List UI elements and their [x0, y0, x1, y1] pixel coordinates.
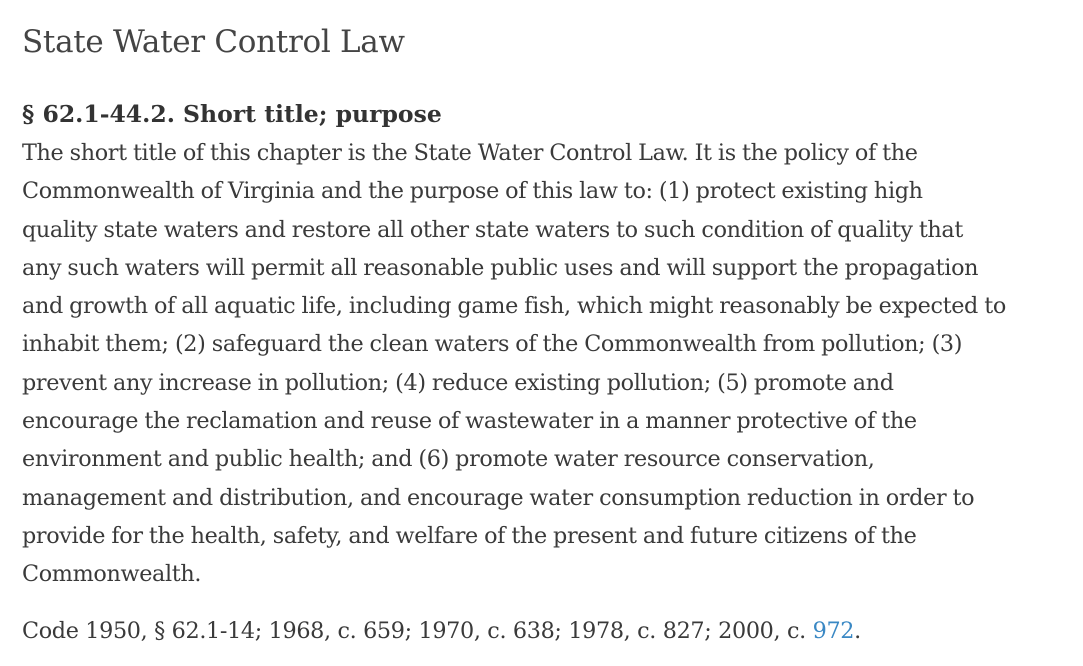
chapter-link-972[interactable]: 972: [812, 618, 855, 644]
section-heading: § 62.1-44.2. Short title; purpose: [22, 100, 442, 128]
body-line: management and distribution, and encourage water consumption reduction in order to: [22, 484, 975, 511]
body-line: prevent any increase in pollution; (4) reduce existing pollution; (5) promote and: [22, 369, 894, 396]
history-text: Code 1950, § 62.1-14; 1968, c. 659; 1970, c. 638; 1978, c. 827; 2000, c.: [22, 618, 813, 644]
body-line: Commonwealth.: [22, 561, 202, 588]
body-line: any such waters will permit all reasonable public uses and will support the propagation: [22, 254, 979, 281]
history-citation: [22, 612, 861, 650]
body-line: quality state waters and restore all other state waters to such condition of quality that: [22, 216, 963, 243]
body-line: provide for the health, safety, and welfare of the present and future citizens of the: [22, 522, 917, 549]
section-body: [22, 134, 1072, 594]
history-end: .: [854, 618, 861, 644]
body-line: inhabit them; (2) safeguard the clean waters of the Commonwealth from pollution; (3): [22, 331, 963, 358]
body-line: environment and public health; and (6) promote water resource conservation,: [22, 446, 875, 473]
body-line: The short title of this chapter is the State Water Control Law. It is the policy of the: [22, 140, 918, 166]
body-line: Commonwealth of Virginia and the purpose of this law to: (1) protect existing high: [22, 178, 923, 205]
chapter-title: State Water Control Law: [22, 24, 405, 60]
body-line: encourage the reclamation and reuse of wastewater in a manner protective of the: [22, 408, 917, 435]
section-62-1-44-2: [22, 98, 1072, 594]
body-line: and growth of all aquatic life, including game fish, which might reasonably be expected to: [22, 293, 1006, 320]
